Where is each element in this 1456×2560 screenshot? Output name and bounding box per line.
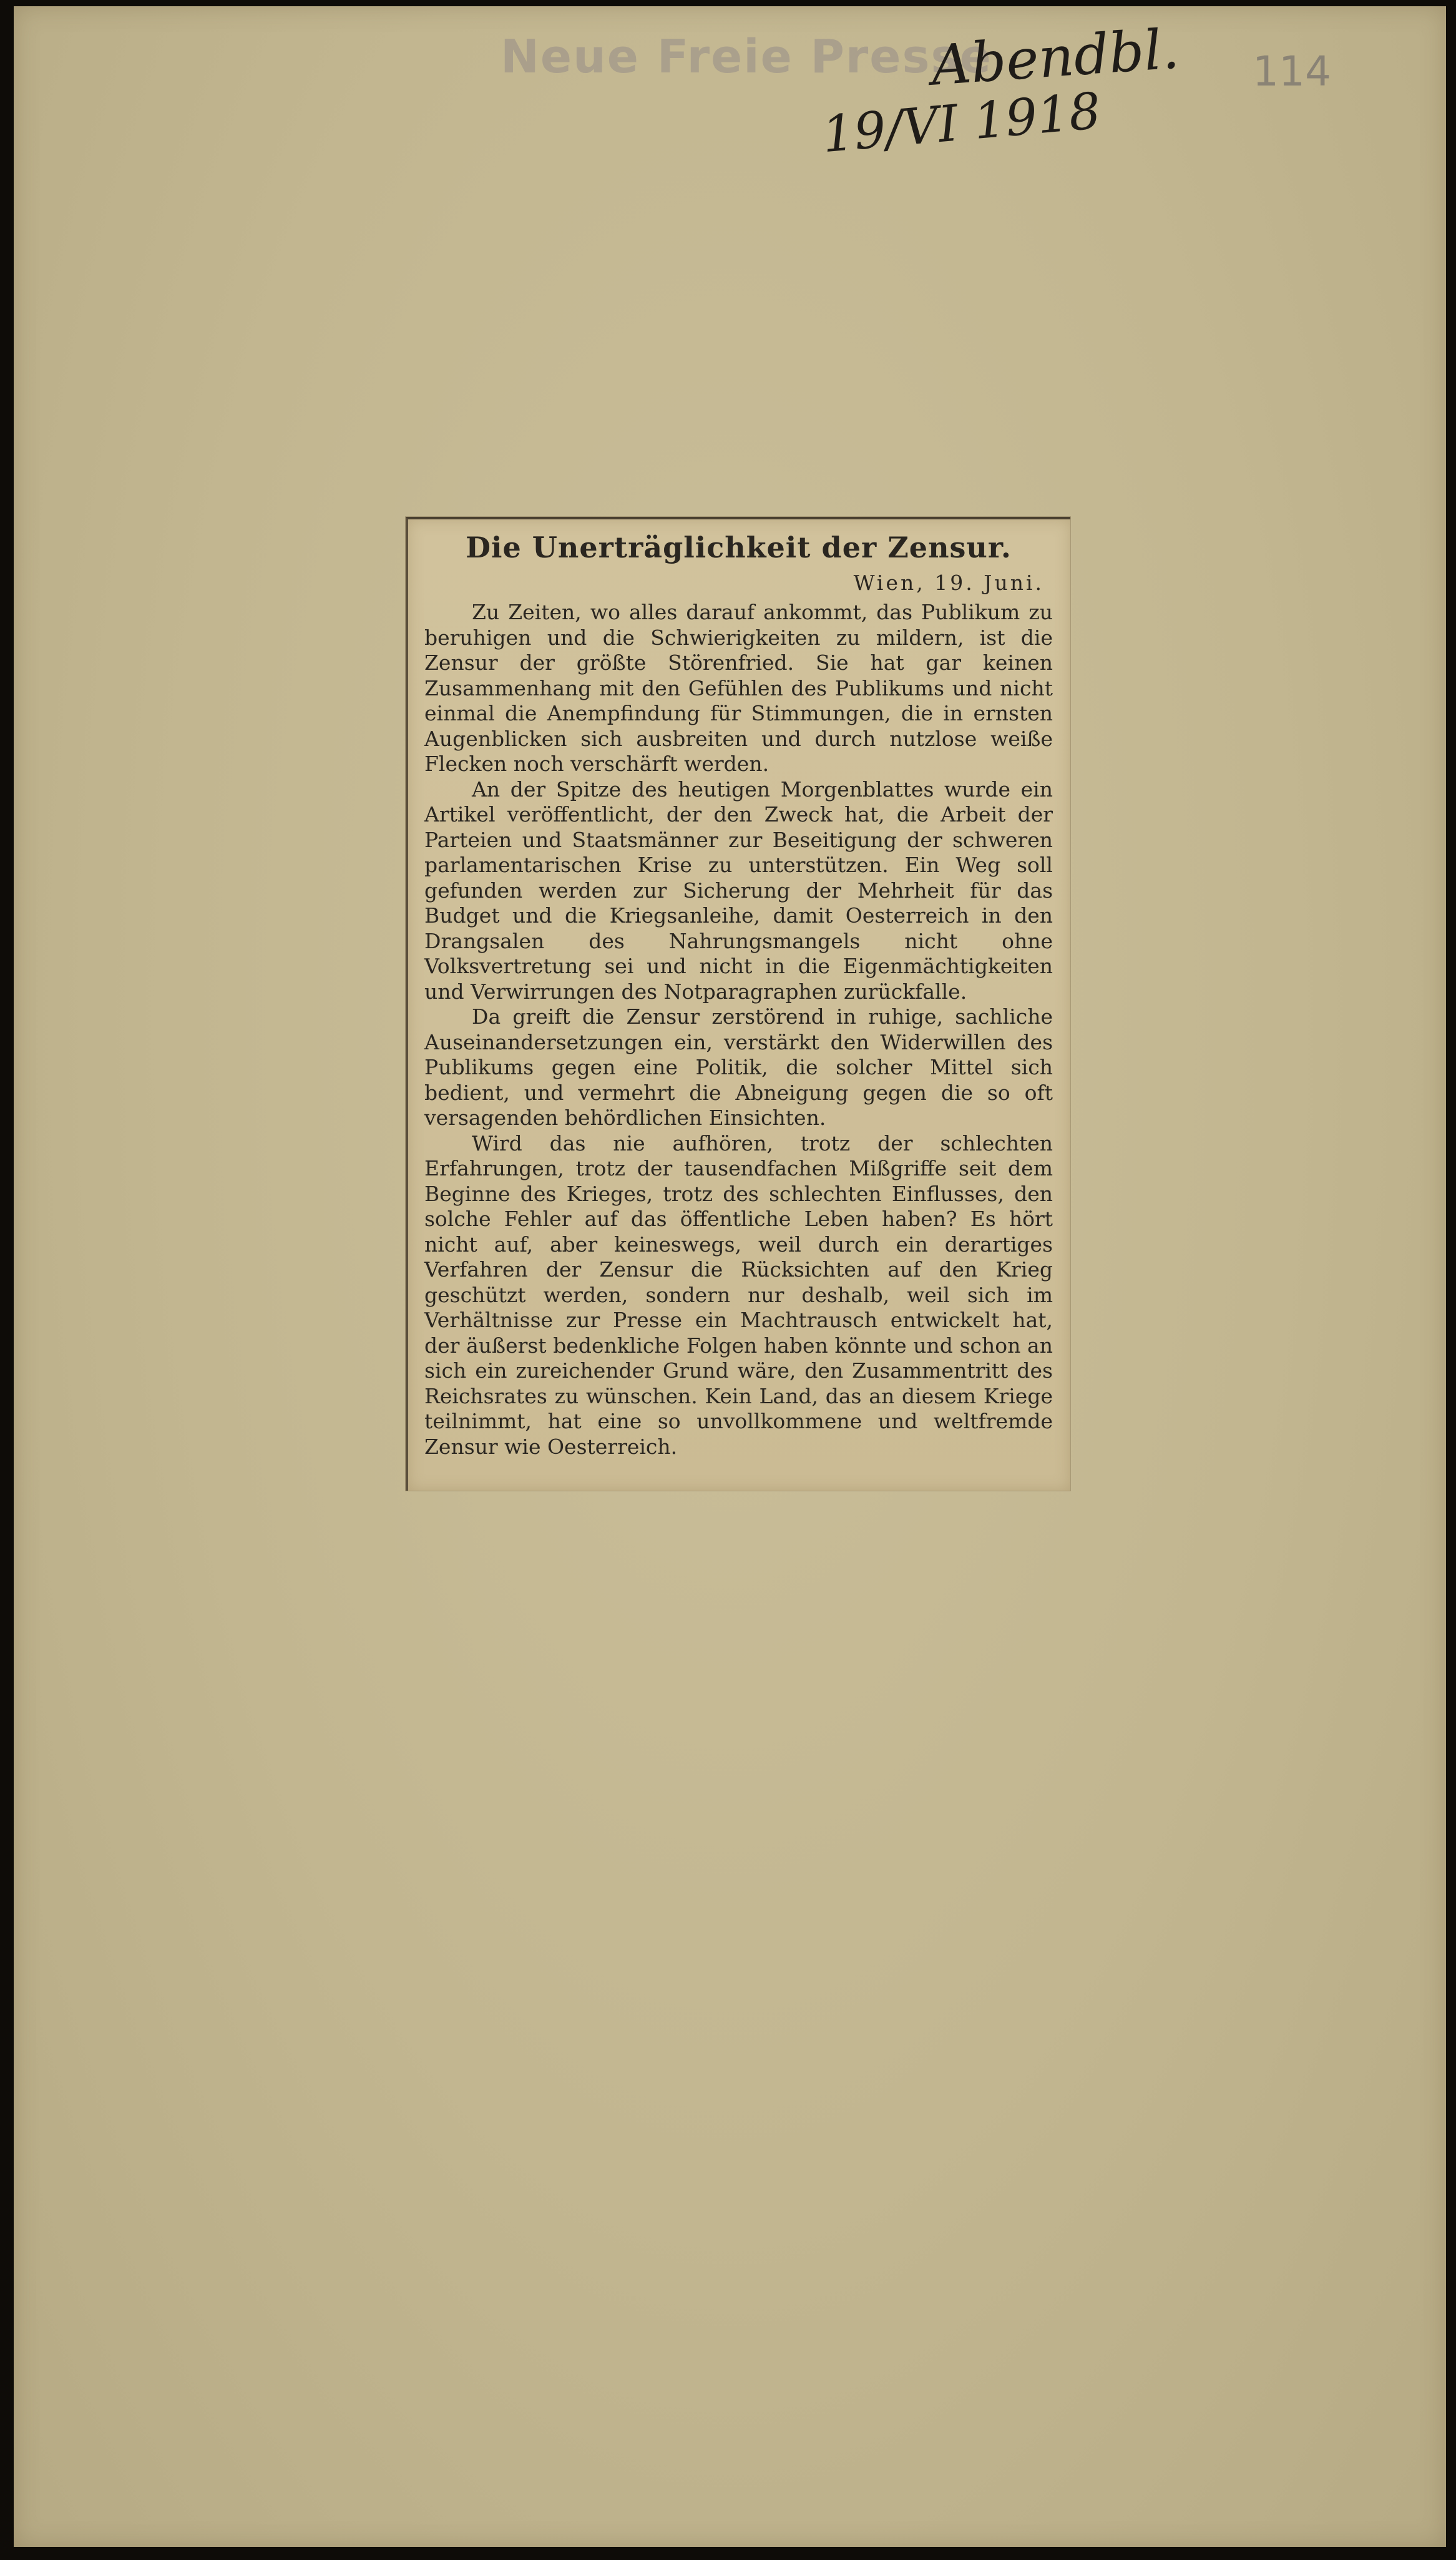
handwritten-source-note: Abendbl. bbox=[929, 16, 1181, 98]
article-dateline: Wien, 19. Juni. bbox=[853, 571, 1044, 595]
folio-number: 114 bbox=[1253, 47, 1331, 96]
handwritten-date-note: 19/VI 1918 bbox=[819, 81, 1103, 164]
newspaper-clipping bbox=[406, 517, 1070, 1491]
article-title: Die Unerträglichkeit der Zensur. bbox=[466, 531, 1012, 564]
article-paragraph: Zu Zeiten, wo alles darauf ankommt, das Publikum zu beruhigen und die Schwierigkeiten zu mildern, ist die Zensur der größte Störenfried. Sie hat gar keinen Zusammenhang mit den Gefühlen des Publikums und nicht einmal die Anempfindung für Stimmungen, die in ernsten Augenblicken sich ausbreiten und durch nutzlose weiße Flecken noch verschärft werden. bbox=[424, 600, 1053, 776]
article-paragraph: Wird das nie aufhören, trotz der schlechten Erfahrungen, trotz der tausendfachen Mißgriffe seit dem Beginne des Krieges, trotz des schlechten Einflusses, den solche Fehler auf das öffentliche Leben haben? Es hört nicht auf, aber keineswegs, weil durch ein derartiges Verfahren der Zensur die Rücksichten auf den Krieg geschützt werden, sondern nur deshalb, weil sich im Verhältnisse zur Presse ein Machtrausch entwickelt hat, der äußerst bedenkliche Folgen haben könnte und schon an sich ein zureichender Grund wäre, den Zusammentritt des Reichsrates zu wünschen. Kein Land, das an diesem Kriege teilnimmt, hat eine so unvollkommene und weltfremde Zensur wie Oesterreich. bbox=[424, 1130, 1053, 1459]
article-paragraph: An der Spitze des heutigen Morgenblattes wurde ein Artikel veröffentlicht, der den Zweck hat, die Arbeit der Parteien und Staatsmänner zur Beseitigung der schweren parlamentarischen Krise zu unterstützen. Ein Weg soll gefunden werden zur Sicherung der Mehrheit für das Budget und die Kriegsanleihe, damit Oesterreich in den Drangsalen des Nahrungsmangels nicht ohne Volksvertretung sei und nicht in die Eigenmächtigkeiten und Verwirrungen des Notparagraphen zurückfalle. bbox=[424, 777, 1053, 1004]
article-paragraph: Da greift die Zensur zerstörend in ruhige, sachliche Auseinandersetzungen ein, verstärkt den Widerwillen des Publikums gegen eine Politik, die solcher Mittel sich bedient, und vermehrt die Abneigung gegen die so oft versagenden behördlichen Einsichten. bbox=[424, 1004, 1053, 1130]
archive-stamp: Neue Freie Presse bbox=[501, 30, 992, 84]
